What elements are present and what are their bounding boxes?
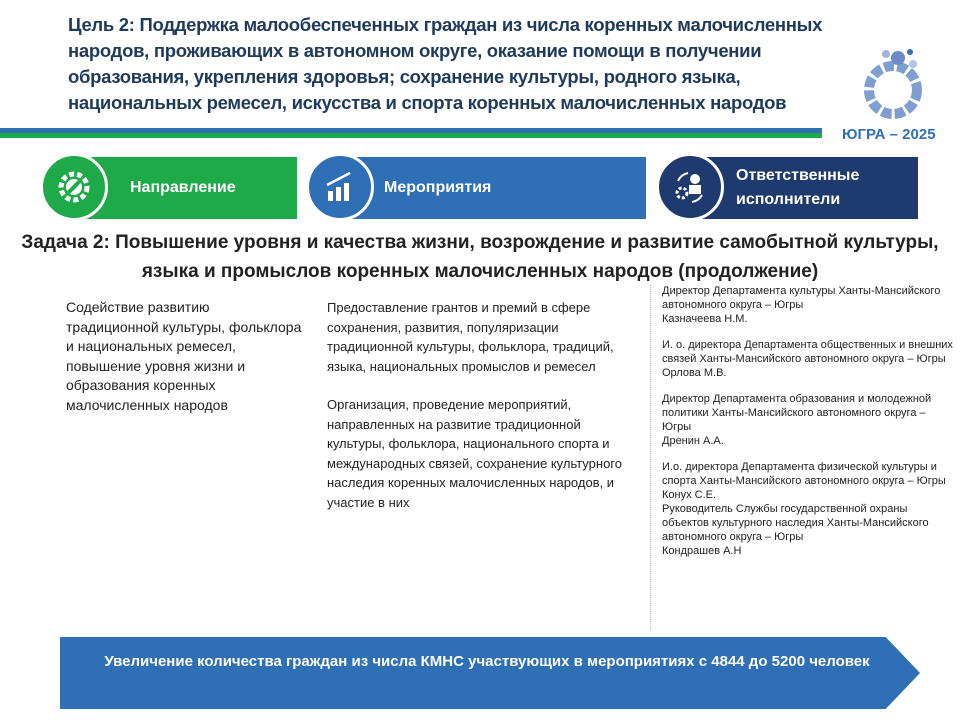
direction-text: Содействие развитию традиционной культуры, фольклора и национальных ремесел, повышение уровня жизни и образования коренных малочисленных народов [66, 299, 302, 413]
executors-list [662, 284, 954, 558]
column-separator [650, 285, 651, 630]
activity-item: Организация, проведение мероприятий, направленных на развитие традиционной культуры, фольклора, национального спорта и международных связей, сохранение культурного наследия коренных малочисленных народов, и участие в них [327, 397, 622, 510]
header-label: Направление [130, 179, 236, 196]
header-executors [690, 157, 918, 219]
header-activities [336, 157, 646, 219]
result-text: Увеличение количества граждан из числа КМНС участвующих в мероприятиях с 4844 до 5200 человек [104, 653, 870, 670]
activity-item: Предоставление грантов и премий в сфере сохранения, развития, популяризации традиционной культуры, фольклора, традиций, языка, национальных промыслов и ремесел [327, 300, 614, 374]
executor-item: Директор Департамента образования и молодежной политики Ханты-Мансийского автономного округа – Югры Дренин А.А. [662, 393, 932, 447]
executor-item: И.о. директора Департамента физической культуры и спорта Ханты-Мансийского автономного округа – Югры Конух С.Е. Руководитель Службы государственной охраны объектов культурного наследия Ханты-Мансийского автономного округа – Югры Кондрашев А.Н [662, 461, 946, 557]
executor-item: И. о. директора Департамента общественных и внешних связей Ханты-Мансийского автономного округа – Югры Орлова М.В. [662, 339, 953, 379]
slide-title: Цель 2: Поддержка малообеспеченных граждан из числа коренных малочисленных народов, проживающих в автономном округе, оказание помощи в получении образования, укрепления здоровья; сохранение культуры, родного языка, национальных ремесел, искусства и спорта коренных малочисленных народов [68, 14, 823, 113]
executor-item: Директор Департамента культуры Ханты-Мансийского автономного округа – Югры Казначеева Н.М. [662, 285, 941, 325]
yugra-logo-icon [858, 40, 928, 120]
brand-label: ЮГРА – 2025 [842, 126, 936, 143]
divider-green [0, 133, 822, 138]
gear-wrench-icon [40, 153, 108, 221]
person-cycle-icon [656, 153, 724, 221]
header-label: Ответственные исполнители [736, 167, 860, 208]
task-heading: Задача 2: Повышение уровня и качества жизни, возрождение и развитие самобытной культуры, языка и промыслов коренных малочисленных народов (продолжение) [21, 232, 939, 282]
result-banner [60, 637, 920, 709]
chart-growth-icon [306, 153, 374, 221]
activities-list [327, 298, 637, 531]
header-label: Мероприятия [384, 179, 492, 196]
